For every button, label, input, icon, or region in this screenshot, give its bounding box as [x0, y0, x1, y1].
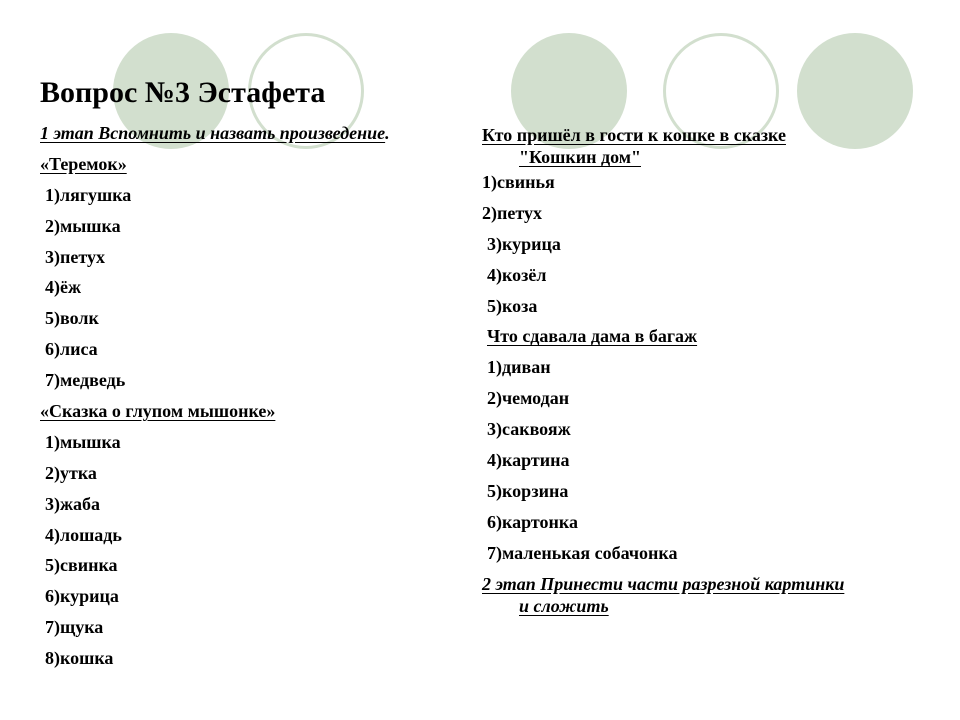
list-item: 2)мышка	[45, 215, 121, 236]
stage2-heading: 2 этап Принести части разрезной картинки и сложить	[482, 573, 845, 616]
list-item: 6)курица	[45, 586, 119, 607]
list-item: 7)щука	[45, 617, 104, 638]
list-item: 4)лошадь	[45, 524, 122, 545]
list-item: 8)кошка	[45, 648, 114, 669]
list-item: 6)картонка	[487, 511, 578, 532]
question1-heading: Кто пришёл в гости к кошке в сказке "Кошкин дом"	[482, 125, 786, 167]
tale1-title: «Теремок»	[40, 153, 127, 174]
list-item: 3)саквояж	[487, 419, 571, 440]
stage1-heading: 1 этап Вспомнить и назвать произведение.	[40, 123, 390, 143]
list-item: 7)маленькая собачонка	[487, 542, 678, 563]
list-item: 1)лягушка	[45, 184, 132, 205]
list-item: 5)коза	[487, 295, 538, 316]
list-item: 4)ёж	[45, 277, 82, 298]
list-item: 3)жаба	[45, 493, 101, 514]
list-item: 4)козёл	[487, 264, 547, 285]
question2-heading: Что сдавала дама в багаж	[487, 326, 698, 347]
list-item: 3)петух	[45, 246, 105, 267]
list-item: 1)мышка	[45, 431, 121, 452]
list-item: 6)лиса	[45, 339, 98, 360]
list-item: 2)петух	[482, 202, 542, 223]
list-item: 2)утка	[45, 462, 97, 483]
list-item: 3)курица	[487, 233, 561, 254]
list-item: 1)свинья	[482, 172, 555, 192]
right-column	[482, 120, 844, 616]
list-item: 5)корзина	[487, 480, 569, 501]
page-title: Вопрос №3 Эстафета	[40, 76, 326, 109]
tale2-title: «Сказка о глупом мышонке»	[40, 401, 276, 422]
left-column	[40, 118, 390, 674]
list-item: 5)свинка	[45, 555, 118, 576]
list-item: 2)чемодан	[487, 388, 570, 409]
list-item: 1)диван	[487, 357, 551, 378]
list-item: 5)волк	[45, 308, 99, 329]
list-item: 7)медведь	[45, 370, 126, 391]
list-item: 4)картина	[487, 450, 570, 471]
